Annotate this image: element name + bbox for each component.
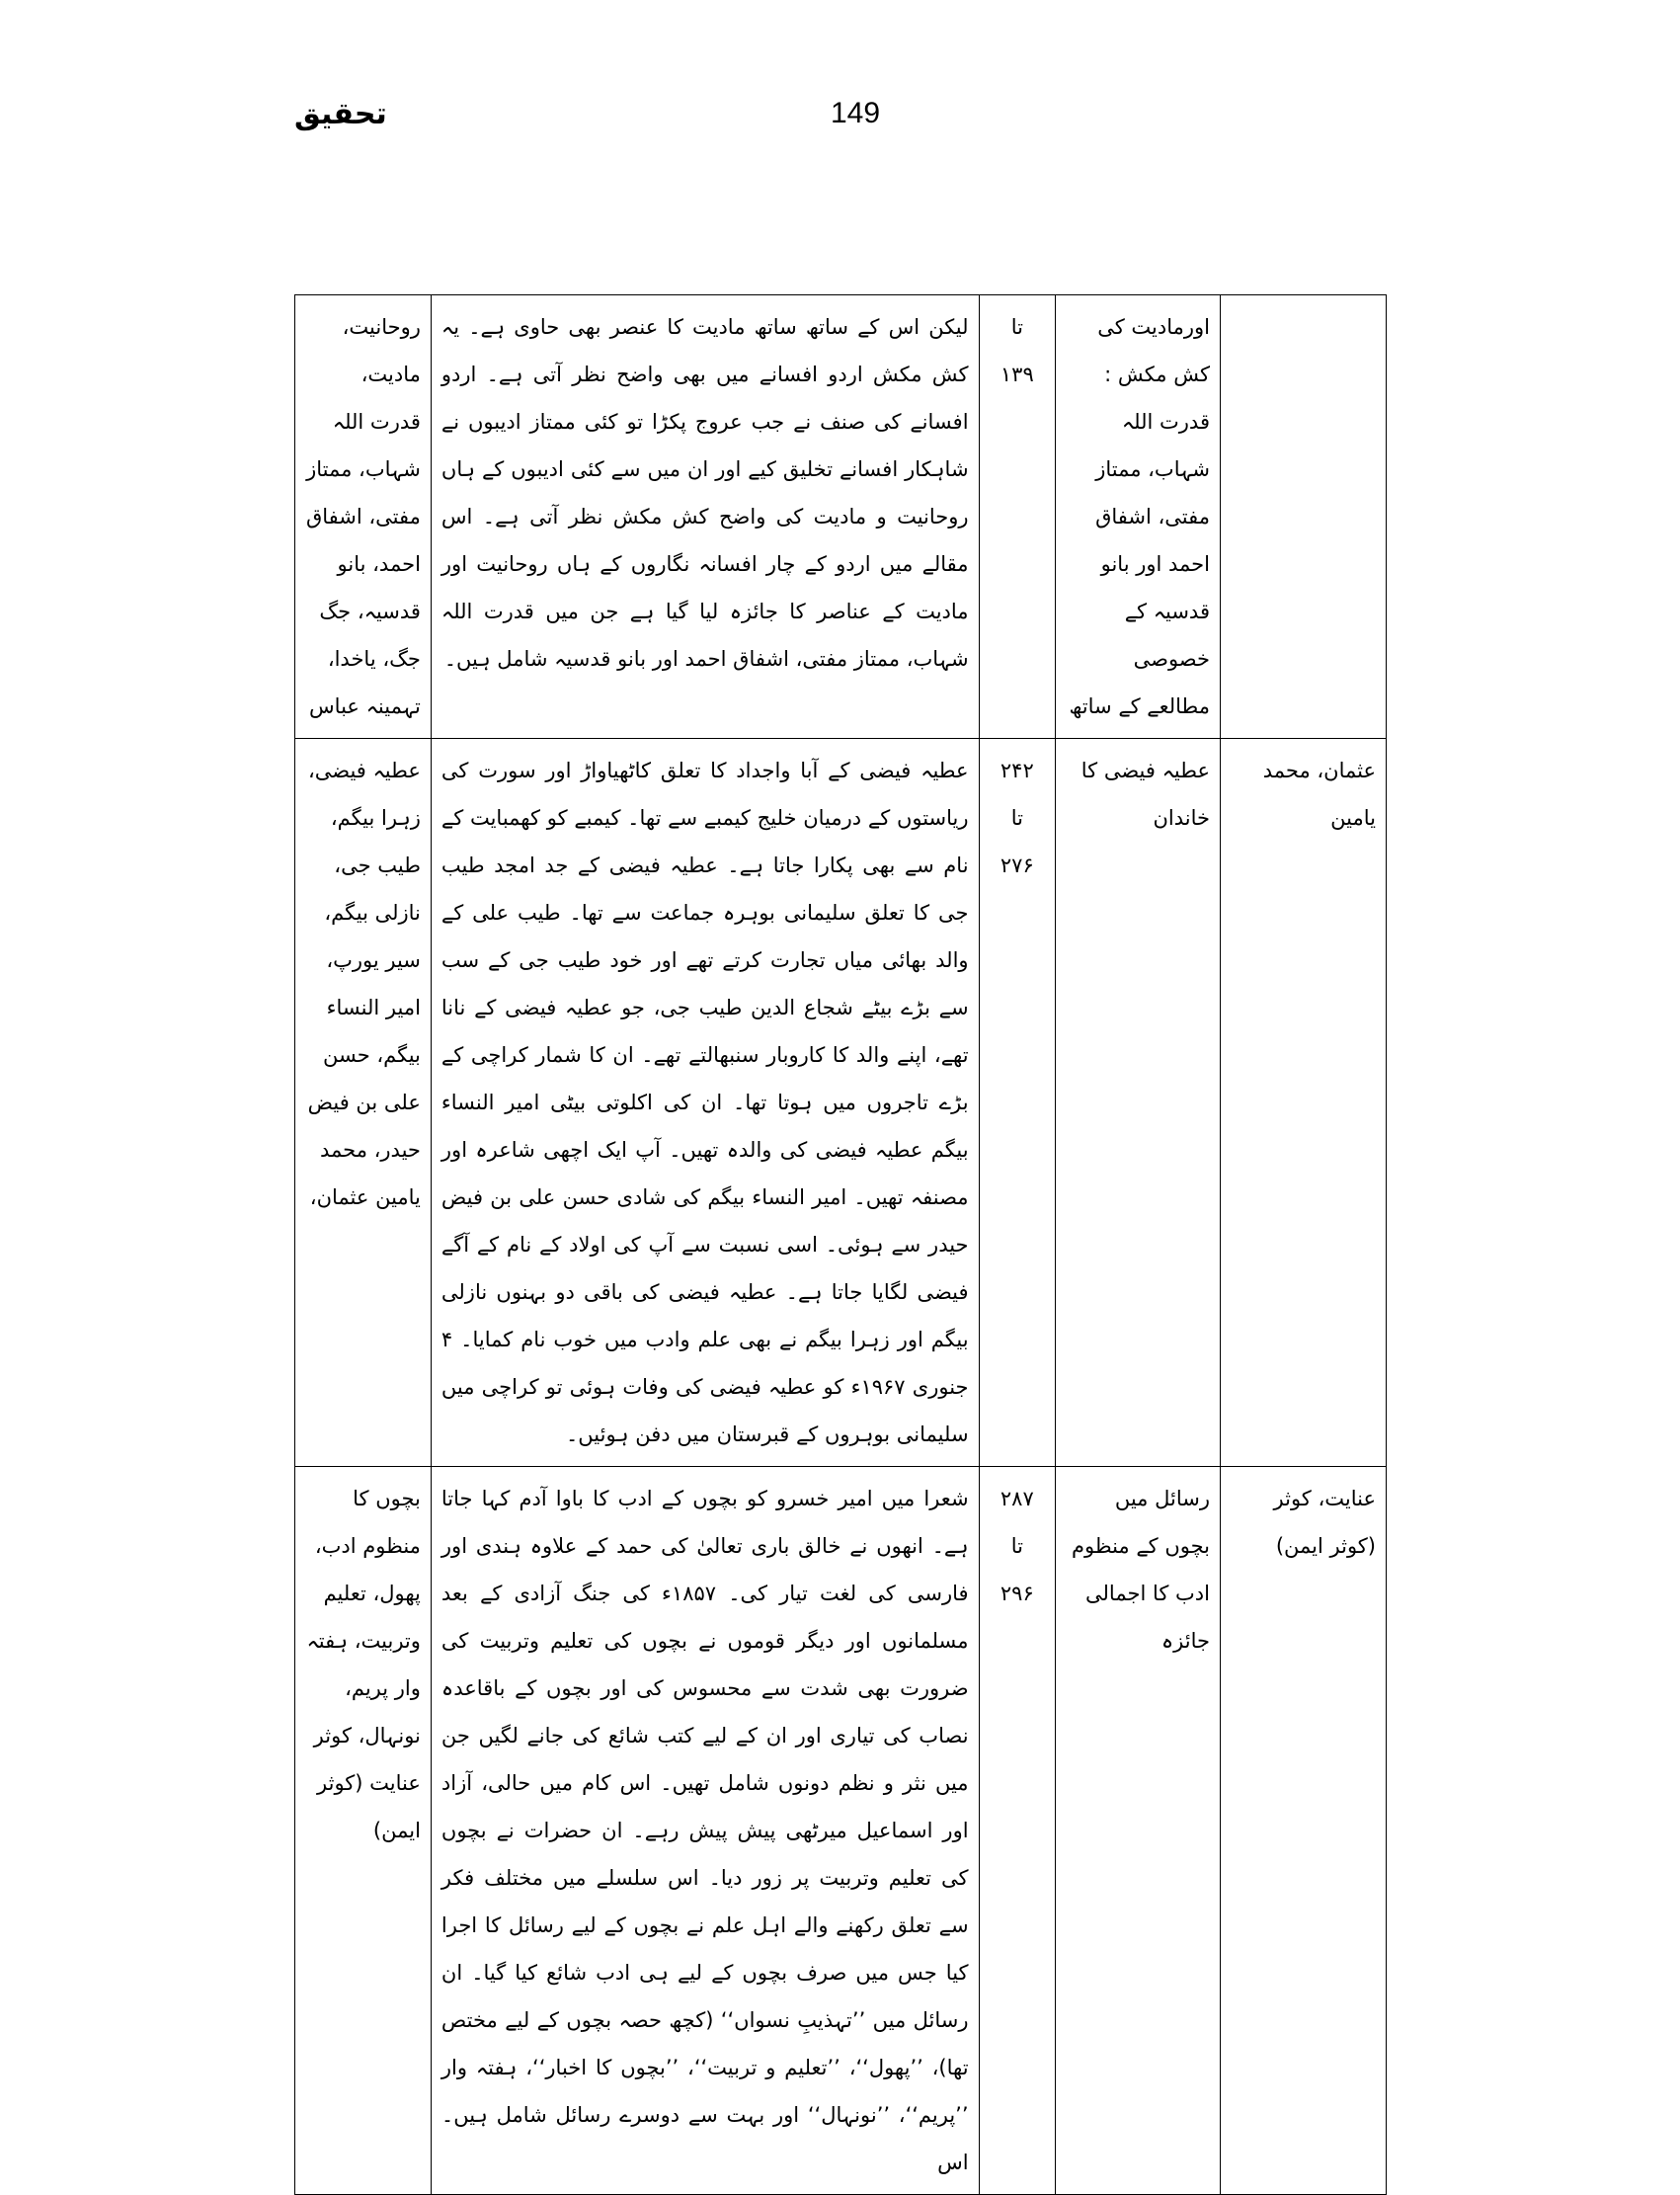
keywords-cell: روحانیت، مادیت، قدرت اللہ شہاب، ممتاز مفتی، اشفاق احمد، بانو قدسیہ، جگ جگ، یاخدا، تہمینہ عباس [295, 295, 432, 739]
abstract-cell: عطیہ فیضی کے آبا واجداد کا تعلق کاٹھیاواڑ اور سورت کی ریاستوں کے درمیان خلیج کیمبے سے تھا۔ کیمبے کو کھمبایت کے نام سے بھی پکارا جاتا ہے۔ عطیہ فیضی کے جد امجد طیب جی کا تعلق سلیمانی بوہرہ جماعت سے تھا۔ طیب علی کے والد بھائی میاں تجارت کرتے تھے اور خود طیب جی کے سب سے بڑے بیٹے شجاع الدین طیب جی، جو عطیہ فیضی کے نانا تھے، اپنے والد کا کاروبار سنبھالتے تھے۔ ان کا شمار کراچی کے بڑے تاجروں میں ہوتا تھا۔ ان کی اکلوتی بیٹی امیر النساء بیگم عطیہ فیضی کی والدہ تھیں۔ آپ ایک اچھی شاعرہ اور مصنفہ تھیں۔ امیر النساء بیگم کی شادی حسن علی بن فیض حیدر سے ہوئی۔ اسی نسبت سے آپ کی اولاد کے نام کے آگے فیضی لگایا جاتا ہے۔ عطیہ فیضی کی باقی دو بہنوں نازلی بیگم اور زہرا بیگم نے بھی علم وادب میں خوب نام کمایا۔ ۴ جنوری ۱۹۶۷ء کو عطیہ فیضی کی وفات ہوئی تو کراچی میں سلیمانی بوہروں کے قبرستان میں دفن ہوئیں۔ [431, 739, 979, 1467]
page-range-label: تا [1010, 1534, 1023, 1558]
pages-cell [979, 739, 1056, 1467]
table-row [295, 739, 1387, 1467]
keywords-cell: بچوں کا منظوم ادب، پھول، تعلیم وتربیت، ہفتہ وار پریم، نونہال، کوثر عنایت (کوثر ایمن) [295, 1467, 432, 2195]
page-range-end: ۱۳۹ [1000, 363, 1034, 386]
running-title: تحقیق [294, 97, 387, 131]
table-row [295, 1467, 1387, 2195]
abstract-cell: لیکن اس کے ساتھ ساتھ مادیت کا عنصر بھی حاوی ہے۔ یہ کش مکش اردو افسانے میں بھی واضح نظر آتی ہے۔ اردو افسانے کی صنف نے جب عروج پکڑا تو کئی ممتاز ادیبوں نے شاہکار افسانے تخلیق کیے اور ان میں سے کئی ادیبوں کے ہاں روحانیت و مادیت کی واضح کش مکش نظر آتی ہے۔ اس مقالے میں اردو کے چار افسانہ نگاروں کے ہاں روحانیت اور مادیت کے عناصر کا جائزہ لیا گیا ہے جن میں قدرت اللہ شہاب، ممتاز مفتی، اشفاق احمد اور بانو قدسیہ شامل ہیں۔ [431, 295, 979, 739]
title-cell: رسائل میں بچوں کے منظوم ادب کا اجمالی جائزہ [1056, 1467, 1221, 2195]
page-range-end: ۲۹۶ [1000, 1582, 1034, 1605]
author-cell: عثمان، محمد یامین [1221, 739, 1387, 1467]
article-index-table [294, 294, 1387, 2195]
keywords-cell: عطیہ فیضی، زہرا بیگم، طیب جی، نازلی بیگم، سیر یورپ، امیر النساء بیگم، حسن علی بن فیض حیدر، محمد یامین عثمان، [295, 739, 432, 1467]
page-range-start: ۲۸۷ [1000, 1487, 1034, 1510]
author-cell: عنایت، کوثر (کوثر ایمن) [1221, 1467, 1387, 2195]
pages-cell [979, 1467, 1056, 2195]
pages-cell [979, 295, 1056, 739]
title-cell: اورمادیت کی کش مکش : قدرت اللہ شہاب، ممتاز مفتی، اشفاق احمد اور بانو قدسیہ کے خصوصی مطالعے کے ساتھ [1056, 295, 1221, 739]
page-range-end: ۲۷۶ [1000, 854, 1034, 877]
page-range-label: تا [1010, 806, 1023, 830]
author-cell [1221, 295, 1387, 739]
page-range-label: تا [1010, 315, 1023, 339]
page-number: 149 [830, 97, 881, 129]
abstract-cell: شعرا میں امیر خسرو کو بچوں کے ادب کا باوا آدم کہا جاتا ہے۔ انھوں نے خالق باری تعالیٰ کی حمد کے علاوہ ہندی اور فارسی کی لغت تیار کی۔ ۱۸۵۷ء کی جنگ آزادی کے بعد مسلمانوں اور دیگر قوموں نے بچوں کی تعلیم وتربیت کی ضرورت بھی شدت سے محسوس کی اور بچوں کے باقاعدہ نصاب کی تیاری اور ان کے لیے کتب شائع کی جانے لگیں جن میں نثر و نظم دونوں شامل تھیں۔ اس کام میں حالی، آزاد اور اسماعیل میرٹھی پیش پیش رہے۔ ان حضرات نے بچوں کی تعلیم وتربیت پر زور دیا۔ اس سلسلے میں مختلف فکر سے تعلق رکھنے والے اہل علم نے بچوں کے لیے رسائل کا اجرا کیا جس میں صرف بچوں کے لیے ہی ادب شائع کیا گیا۔ ان رسائل میں ’’تہذیبِ نسواں‘‘ (کچھ حصہ بچوں کے لیے مختص تھا)، ’’پھول‘‘، ’’تعلیم و تربیت‘‘، ’’بچوں کا اخبار‘‘، ہفتہ وار ’’پریم‘‘، ’’نونہال‘‘ اور بہت سے دوسرے رسائل شامل ہیں۔ اس [431, 1467, 979, 2195]
table-row [295, 295, 1387, 739]
title-cell: عطیہ فیضی کا خاندان [1056, 739, 1221, 1467]
page-range-start: ۲۴۲ [1000, 759, 1034, 782]
